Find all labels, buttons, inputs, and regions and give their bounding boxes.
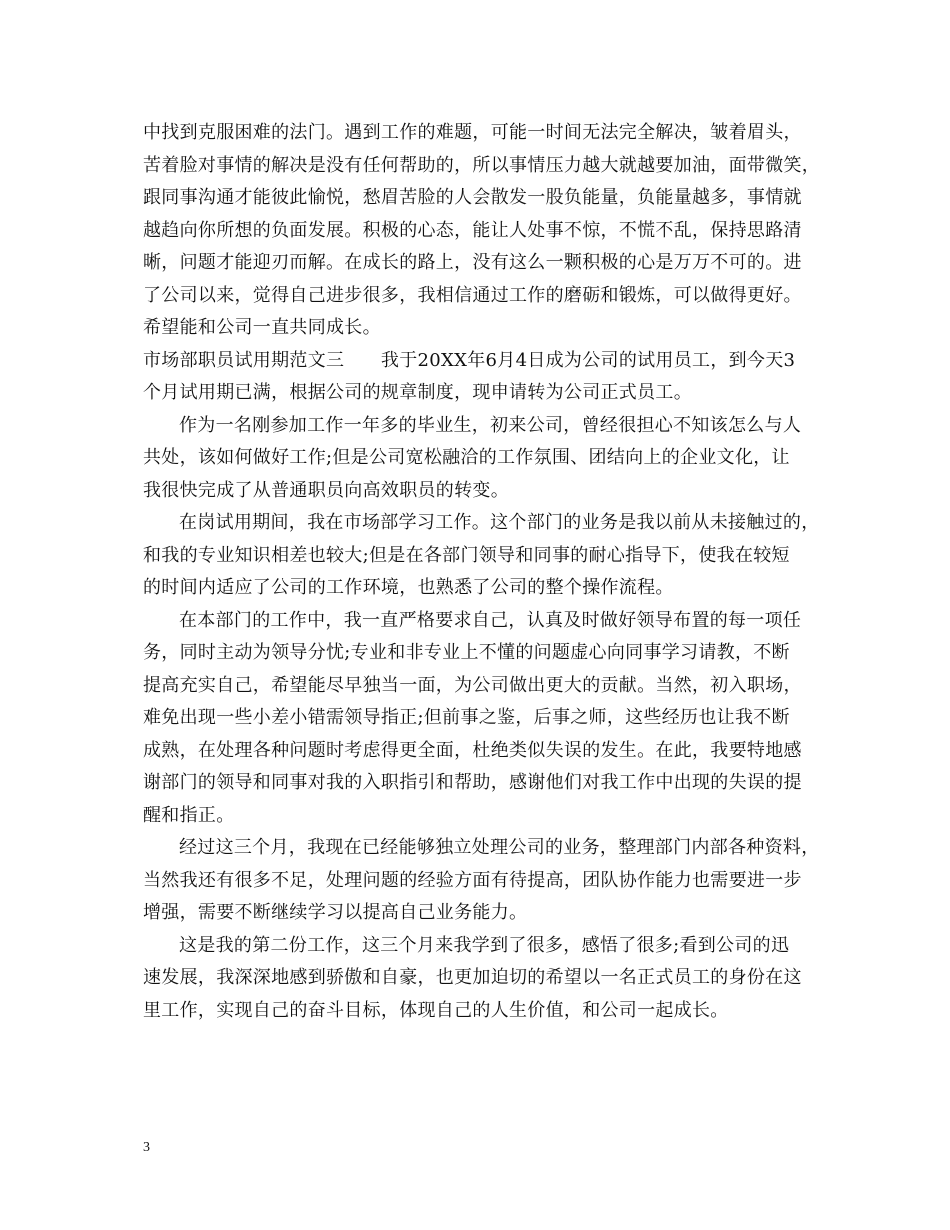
text-line: 难免出现一些小差小错需领导指正;但前事之鉴，后事之师，这些经历也让我不断 <box>143 707 790 728</box>
paragraph-start-line: 经过这三个月，我现在已经能够独立处理公司的业务，整理部门内部各种资料， <box>179 837 820 858</box>
text-line: 增强，需要不断继续学习以提高自己业务能力。 <box>143 902 528 923</box>
paragraph-start-line: 这是我的第二份工作，这三个月来我学到了很多，感悟了很多;看到公司的迅 <box>179 934 790 956</box>
text-line: 当然我还有很多不足，处理问题的经验方面有待提高，团队协作能力也需要进一步 <box>143 869 802 891</box>
section-heading-line: 市场部职员试用期范文三 我于20XX年6月4日成为公司的试用员工，到今天3 <box>143 349 796 371</box>
text-line: 提高充实自己，希望能尽早独当一面，为公司做出更大的贡献。当然，初入职场， <box>143 674 802 696</box>
page-number: 3 <box>143 1140 150 1155</box>
text-line: 苦着脸对事情的解决是没有任何帮助的，所以事情压力越大就越要加油，面带微笑， <box>143 154 821 176</box>
text-line: 醒和指正。 <box>143 804 235 826</box>
text-line: 我很快完成了从普通职员向高效职员的转变。 <box>143 479 509 501</box>
text-line: 速发展，我深深地感到骄傲和自豪，也更加迫切的希望以一名正式员工的身份在这 <box>143 967 802 988</box>
text-line: 里工作，实现自己的奋斗目标，体现自己的人生价值，和公司一起成长。 <box>143 999 729 1021</box>
text-line: 谢部门的领导和同事对我的入职指引和帮助，感谢他们对我工作中出现的失误的提 <box>143 772 802 793</box>
text-line: 中找到克服困难的法门。遇到工作的难题，可能一时间无法完全解决，皱着眉头， <box>143 122 802 143</box>
text-line: 希望能和公司一直共同成长。 <box>143 317 381 338</box>
text-line: 务，同时主动为领导分忧;专业和非专业上不懂的问题虚心向同事学习请教，不断 <box>143 642 790 663</box>
text-line: 和我的专业知识相差也较大;但是在各部门领导和同事的耐心指导下，使我在较短 <box>143 544 790 566</box>
text-line: 跟同事沟通才能彼此愉悦，愁眉苦脸的人会散发一股负能量，负能量越多，事情就 <box>143 187 802 208</box>
text-line: 越趋向你所想的负面发展。积极的心态，能让人处事不惊，不慌不乱，保持思路清 <box>143 219 802 241</box>
text-line: 了公司以来，觉得自己进步很多，我相信通过工作的磨砺和锻炼，可以做得更好。 <box>143 284 802 306</box>
text-line: 共处，该如何做好工作;但是公司宽松融洽的工作氛围、团结向上的企业文化，让 <box>143 447 790 468</box>
text-line: 晰，问题才能迎刃而解。在成长的路上，没有这么一颗积极的心是万万不可的。进 <box>143 252 802 273</box>
paragraph-start-line: 作为一名刚参加工作一年多的毕业生，初来公司，曾经很担心不知该怎么与人 <box>179 414 802 436</box>
text-line: 成熟，在处理各种问题时考虑得更全面，杜绝类似失误的发生。在此，我要特地感 <box>143 739 802 761</box>
text-line: 的时间内适应了公司的工作环境，也熟悉了公司的整个操作流程。 <box>143 577 674 598</box>
paragraph-start-line: 在本部门的工作中，我一直严格要求自己，认真及时做好领导布置的每一项任 <box>179 609 802 631</box>
body-text <box>143 117 823 1027</box>
text-line: 个月试用期已满，根据公司的规章制度，现申请转为公司正式员工。 <box>143 382 692 403</box>
paragraph-start-line: 在岗试用期间，我在市场部学习工作。这个部门的业务是我以前从未接触过的， <box>179 512 820 533</box>
